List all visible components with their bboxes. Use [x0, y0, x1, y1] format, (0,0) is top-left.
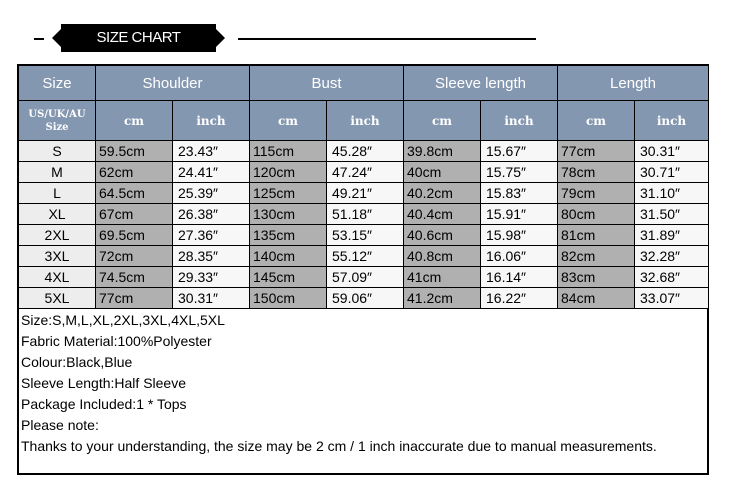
inch-value-cell: 30.71″ — [635, 162, 709, 183]
inch-value-cell: 23.43″ — [173, 141, 250, 162]
cm-value-cell: 41cm — [404, 267, 481, 288]
cm-value-cell: 74.5cm — [96, 267, 173, 288]
header-length: Length — [558, 66, 709, 101]
banner-right-arrow — [216, 29, 225, 47]
size-cell: 2XL — [19, 225, 96, 246]
inch-value-cell: 31.50″ — [635, 204, 709, 225]
size-cell: L — [19, 183, 96, 204]
inch-value-cell: 26.38″ — [173, 204, 250, 225]
header-sleeve-length: Sleeve length — [404, 66, 558, 101]
cm-value-cell: 62cm — [96, 162, 173, 183]
unit-cm: cm — [250, 101, 327, 141]
cm-value-cell: 40.6cm — [404, 225, 481, 246]
header-size-region: US/UK/AU Size — [19, 101, 96, 141]
table-row — [19, 162, 709, 183]
inch-value-cell: 15.98″ — [481, 225, 558, 246]
table-row — [19, 288, 709, 309]
unit-inch: inch — [635, 101, 709, 141]
cm-value-cell: 67cm — [96, 204, 173, 225]
cm-value-cell: 64.5cm — [96, 183, 173, 204]
cm-value-cell: 78cm — [558, 162, 635, 183]
note-line: Please note: — [21, 417, 99, 433]
inch-value-cell: 30.31″ — [173, 288, 250, 309]
inch-value-cell: 49.21″ — [327, 183, 404, 204]
inch-value-cell: 47.24″ — [327, 162, 404, 183]
size-cell: M — [19, 162, 96, 183]
cm-value-cell: 130cm — [250, 204, 327, 225]
unit-cm: cm — [96, 101, 173, 141]
inch-value-cell: 29.33″ — [173, 267, 250, 288]
note-line: Thanks to your understanding, the size may be 2 cm / 1 inch inaccurate due to manual measurements. — [21, 438, 657, 454]
cm-value-cell: 40.4cm — [404, 204, 481, 225]
cm-value-cell: 125cm — [250, 183, 327, 204]
cm-value-cell: 69.5cm — [96, 225, 173, 246]
inch-value-cell: 31.10″ — [635, 183, 709, 204]
inch-value-cell: 30.31″ — [635, 141, 709, 162]
cm-value-cell: 84cm — [558, 288, 635, 309]
inch-value-cell: 16.06″ — [481, 246, 558, 267]
inch-value-cell: 33.07″ — [635, 288, 709, 309]
cm-value-cell: 79cm — [558, 183, 635, 204]
note-line: Colour:Black,Blue — [21, 354, 133, 370]
inch-value-cell: 15.83″ — [481, 183, 558, 204]
inch-value-cell: 16.14″ — [481, 267, 558, 288]
table-row — [19, 204, 709, 225]
size-cell: XL — [19, 204, 96, 225]
table-row — [19, 246, 709, 267]
group-header-row — [19, 66, 709, 101]
cm-value-cell: 82cm — [558, 246, 635, 267]
size-cell: 3XL — [19, 246, 96, 267]
unit-inch: inch — [481, 101, 558, 141]
banner-title: SIZE CHART — [61, 24, 216, 52]
inch-value-cell: 15.67″ — [481, 141, 558, 162]
inch-value-cell: 53.15″ — [327, 225, 404, 246]
unit-inch: inch — [327, 101, 404, 141]
unit-inch: inch — [173, 101, 250, 141]
product-notes — [19, 310, 707, 457]
cm-value-cell: 80cm — [558, 204, 635, 225]
cm-value-cell: 59.5cm — [96, 141, 173, 162]
cm-value-cell: 120cm — [250, 162, 327, 183]
banner-rule — [238, 38, 536, 40]
note-line: Size:S,M,L,XL,2XL,3XL,4XL,5XL — [21, 312, 225, 328]
inch-value-cell: 27.36″ — [173, 225, 250, 246]
inch-value-cell: 31.89″ — [635, 225, 709, 246]
unit-cm: cm — [404, 101, 481, 141]
cm-value-cell: 115cm — [250, 141, 327, 162]
unit-cm: cm — [558, 101, 635, 141]
inch-value-cell: 32.28″ — [635, 246, 709, 267]
cm-value-cell: 83cm — [558, 267, 635, 288]
table-row — [19, 267, 709, 288]
banner-dash — [34, 38, 44, 40]
size-cell: S — [19, 141, 96, 162]
inch-value-cell: 45.28″ — [327, 141, 404, 162]
note-line: Fabric Material:100%Polyester — [21, 333, 212, 349]
header-bust: Bust — [250, 66, 404, 101]
inch-value-cell: 32.68″ — [635, 267, 709, 288]
table-row — [19, 183, 709, 204]
cm-value-cell: 40.2cm — [404, 183, 481, 204]
cm-value-cell: 40cm — [404, 162, 481, 183]
inch-value-cell: 59.06″ — [327, 288, 404, 309]
cm-value-cell: 77cm — [558, 141, 635, 162]
inch-value-cell: 28.35″ — [173, 246, 250, 267]
header-shoulder: Shoulder — [96, 66, 250, 101]
inch-value-cell: 16.22″ — [481, 288, 558, 309]
size-cell: 5XL — [19, 288, 96, 309]
cm-value-cell: 40.8cm — [404, 246, 481, 267]
cm-value-cell: 81cm — [558, 225, 635, 246]
banner-left-arrow — [52, 29, 61, 47]
inch-value-cell: 51.18″ — [327, 204, 404, 225]
cm-value-cell: 140cm — [250, 246, 327, 267]
inch-value-cell: 57.09″ — [327, 267, 404, 288]
inch-value-cell: 15.75″ — [481, 162, 558, 183]
header-size: Size — [19, 66, 96, 101]
cm-value-cell: 145cm — [250, 267, 327, 288]
table-row — [19, 141, 709, 162]
size-chart-banner — [0, 0, 733, 60]
size-table — [18, 65, 709, 309]
unit-header-row — [19, 101, 709, 141]
cm-value-cell: 41.2cm — [404, 288, 481, 309]
inch-value-cell: 15.91″ — [481, 204, 558, 225]
cm-value-cell: 150cm — [250, 288, 327, 309]
table-row — [19, 225, 709, 246]
inch-value-cell: 55.12″ — [327, 246, 404, 267]
size-cell: 4XL — [19, 267, 96, 288]
note-line: Sleeve Length:Half Sleeve — [21, 375, 186, 391]
cm-value-cell: 77cm — [96, 288, 173, 309]
cm-value-cell: 72cm — [96, 246, 173, 267]
note-line: Package Included:1 * Tops — [21, 396, 187, 412]
cm-value-cell: 39.8cm — [404, 141, 481, 162]
inch-value-cell: 24.41″ — [173, 162, 250, 183]
cm-value-cell: 135cm — [250, 225, 327, 246]
inch-value-cell: 25.39″ — [173, 183, 250, 204]
